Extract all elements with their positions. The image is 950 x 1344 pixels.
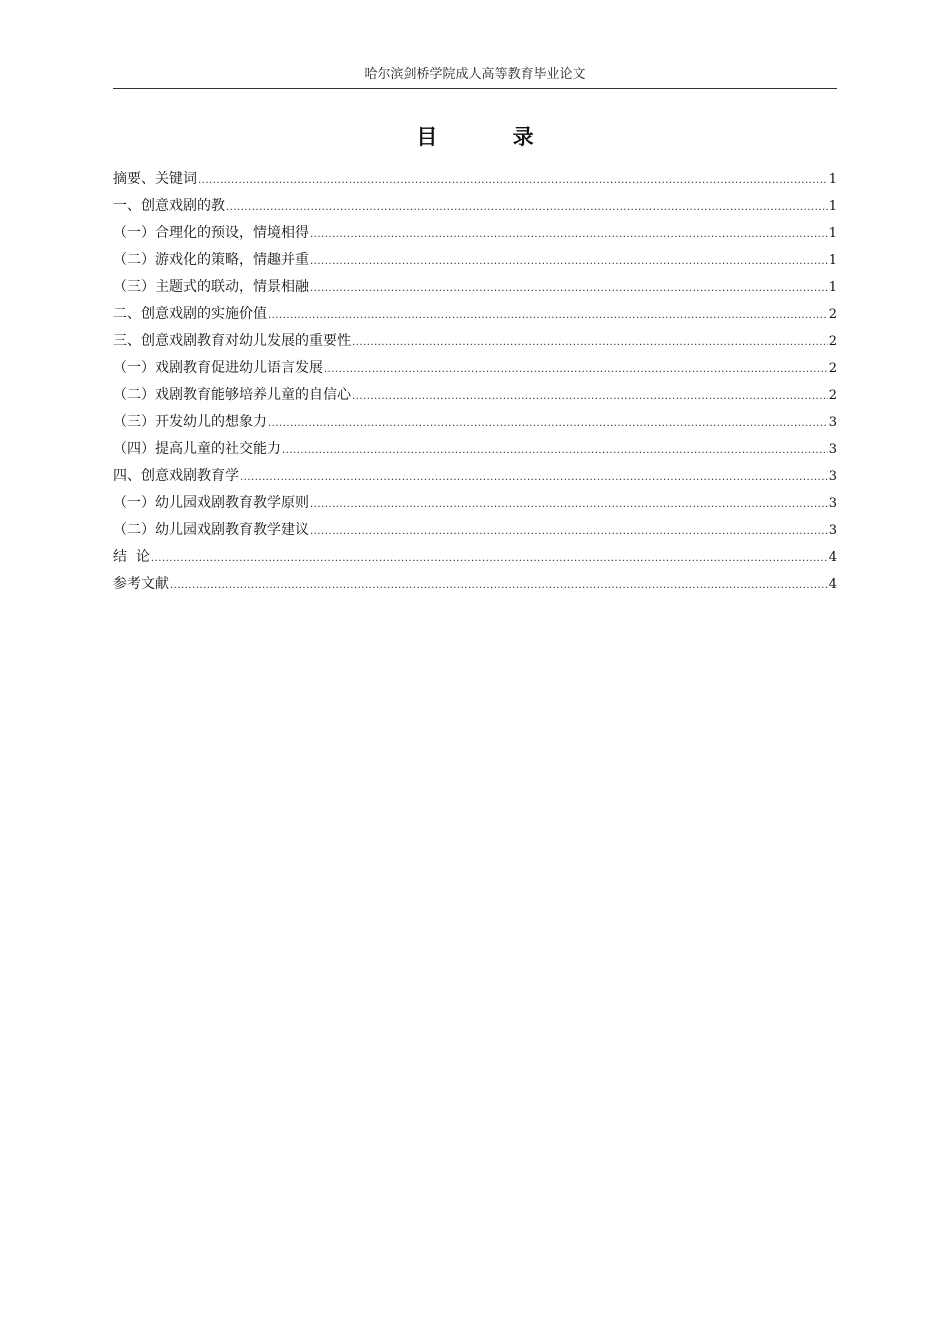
toc-leader-dots: [282, 437, 828, 464]
toc-leader-dots: [170, 572, 828, 599]
toc-entry-text: 四、创意戏剧教育学: [113, 468, 239, 484]
toc-entry-page: 1: [828, 172, 837, 187]
toc-entry[interactable]: [113, 517, 837, 544]
toc-entry-text: （二）游戏化的策略，情趣并重: [113, 252, 309, 268]
toc-leader-dots: [310, 518, 828, 545]
toc-entry-page: 1: [828, 199, 837, 214]
toc-leader-dots: [352, 383, 828, 410]
toc-entry[interactable]: [113, 571, 837, 598]
toc-entry-page: 2: [828, 361, 837, 376]
toc-entry-page: 3: [828, 496, 837, 511]
toc-entry-text: 二、创意戏剧的实施价值: [113, 306, 267, 322]
toc-leader-dots: [226, 194, 828, 221]
toc-entry[interactable]: [113, 544, 837, 571]
toc-entry-page: 3: [828, 442, 837, 457]
toc-entry-text: （一）幼儿园戏剧教育教学原则: [113, 495, 309, 511]
toc-entry-page: 2: [828, 388, 837, 403]
toc-leader-dots: [310, 491, 828, 518]
toc-entry-page: 4: [828, 550, 837, 565]
toc-entry[interactable]: [113, 274, 837, 301]
toc-entry[interactable]: [113, 166, 837, 193]
toc-entry-page: 2: [828, 307, 837, 322]
toc-entry[interactable]: [113, 382, 837, 409]
toc-leader-dots: [151, 545, 828, 572]
toc-leader-dots: [240, 464, 828, 491]
toc-entry[interactable]: [113, 193, 837, 220]
toc-leader-dots: [198, 167, 828, 194]
toc-entry-text: （二）幼儿园戏剧教育教学建议: [113, 522, 309, 538]
toc-entry-page: 1: [828, 253, 837, 268]
toc-entry[interactable]: [113, 409, 837, 436]
toc-entry-text: 摘要、关键词: [113, 171, 197, 187]
toc-entry-text: （四）提高儿童的社交能力: [113, 441, 281, 457]
toc-leader-dots: [310, 248, 828, 275]
toc-entry-page: 3: [828, 523, 837, 538]
toc-entry-text: （三）主题式的联动，情景相融: [113, 279, 309, 295]
toc-leader-dots: [268, 410, 828, 437]
toc-entry-page: 1: [828, 280, 837, 295]
toc-entry-text: 参考文献: [113, 576, 169, 592]
toc-entry[interactable]: [113, 247, 837, 274]
toc-entry[interactable]: [113, 301, 837, 328]
toc-leader-dots: [268, 302, 828, 329]
header-divider: [113, 88, 837, 89]
toc-entry-text: 三、创意戏剧教育对幼儿发展的重要性: [113, 333, 351, 349]
toc-entry-page: 2: [828, 334, 837, 349]
toc-entry-text: （一）戏剧教育促进幼儿语言发展: [113, 360, 323, 376]
toc-entry-text: （一）合理化的预设，情境相得: [113, 225, 309, 241]
toc-entry-page: 1: [828, 226, 837, 241]
toc-entry-text: 结 论: [113, 549, 150, 565]
toc-title: 目 录: [416, 125, 568, 149]
table-of-contents: [113, 166, 837, 598]
toc-leader-dots: [310, 221, 828, 248]
toc-leader-dots: [324, 356, 828, 383]
toc-entry[interactable]: [113, 355, 837, 382]
toc-entry-page: 3: [828, 469, 837, 484]
toc-entry[interactable]: [113, 436, 837, 463]
toc-entry[interactable]: [113, 490, 837, 517]
toc-entry[interactable]: [113, 463, 837, 490]
toc-entry[interactable]: [113, 328, 837, 355]
toc-entry[interactable]: [113, 220, 837, 247]
toc-leader-dots: [310, 275, 828, 302]
toc-entry-text: （二）戏剧教育能够培养儿童的自信心: [113, 387, 351, 403]
toc-entry-page: 3: [828, 415, 837, 430]
running-header: 哈尔滨剑桥学院成人高等教育毕业论文: [364, 67, 586, 82]
toc-entry-page: 4: [828, 577, 837, 592]
toc-entry-text: （三）开发幼儿的想象力: [113, 414, 267, 430]
toc-leader-dots: [352, 329, 828, 356]
toc-entry-text: 一、创意戏剧的教: [113, 198, 225, 214]
